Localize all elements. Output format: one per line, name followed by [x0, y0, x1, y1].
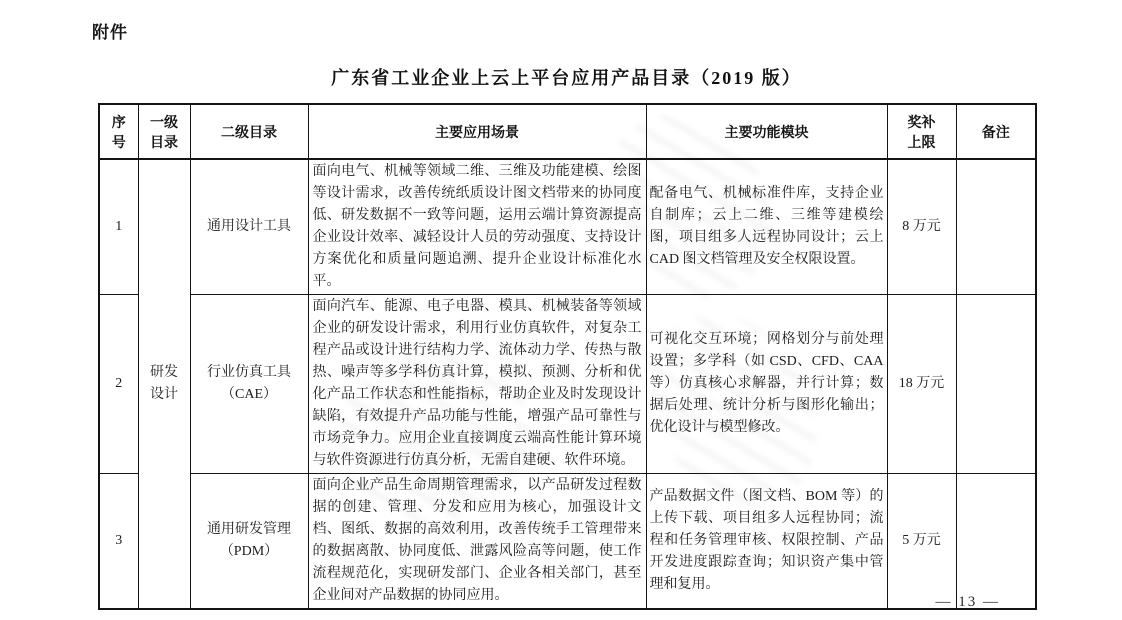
row1-modules: 配备电气、机械标准件库，支持企业自制库；云上二维、三维等建模绘图，项目组多人远程协同设计；云上 CAD 图文档管理及安全权限设置。	[646, 159, 887, 295]
header-remark: 备注	[956, 104, 1036, 159]
row3-remark	[956, 474, 1036, 610]
table-row	[99, 159, 1036, 295]
row2-reward: 18 万元	[887, 295, 956, 474]
row1-level2: 通用设计工具	[190, 159, 308, 295]
header-seq: 序号	[99, 104, 138, 159]
table-row	[99, 295, 1036, 474]
row2-remark	[956, 295, 1036, 474]
row3-modules: 产品数据文件（图文档、BOM 等）的上传下载、项目组多人远程协同；流程和任务管理审核、权限控制、产品开发进度跟踪查询；知识资产集中管理和复用。	[646, 474, 887, 610]
row3-level2: 通用研发管理（PDM）	[190, 474, 308, 610]
page-number: — 13 —	[935, 594, 1000, 610]
header-modules: 主要功能模块	[646, 104, 887, 159]
table-header	[99, 104, 1036, 159]
page-title: 广东省工业企业上云上平台应用产品目录（2019 版）	[331, 68, 802, 88]
row2-seq: 2	[99, 295, 138, 474]
category-level1-cell: 研发设计	[138, 159, 190, 609]
table-row	[99, 474, 1036, 610]
row3-reward: 5 万元	[887, 474, 956, 610]
row1-remark	[956, 159, 1036, 295]
header-level2: 二级目录	[190, 104, 308, 159]
row1-reward: 8 万元	[887, 159, 956, 295]
row2-level2: 行业仿真工具（CAE）	[190, 295, 308, 474]
row1-scenario: 面向电气、机械等领域二维、三维及功能建模、绘图等设计需求，改善传统纸质设计图文档带来的协同度低、研发数据不一致等问题，运用云端计算资源提高企业设计效率、减轻设计人员的劳动强度、支持设计方案优化和质量问题追溯、提升企业设计标准化水平。	[308, 159, 646, 295]
row3-scenario: 面向企业产品生命周期管理需求，以产品研发过程数据的创建、管理、分发和应用为核心，加强设计文档、图纸、数据的高效利用，改善传统手工管理带来的数据离散、协同度低、泄露风险高等问题，使工作流程规范化，实现研发部门、企业各相关部门，甚至企业间对产品数据的协同应用。	[308, 474, 646, 610]
row3-seq: 3	[99, 474, 138, 610]
header-scenario: 主要应用场景	[308, 104, 646, 159]
row2-scenario: 面向汽车、能源、电子电器、模具、机械装备等领域企业的研发设计需求，利用行业仿真软件，对复杂工程产品或设计进行结构力学、流体动力学、传热与散热、噪声等多学科仿真计算，模拟、预测、分析和优化产品工作状态和性能指标，帮助企业及时发现设计缺陷，有效提升产品功能与性能，增强产品可靠性与市场竞争力。应用企业直接调度云端高性能计算环境与软件资源进行仿真分析，无需自建硬、软件环境。	[308, 295, 646, 474]
product-catalog-table	[98, 103, 1037, 610]
row1-seq: 1	[99, 159, 138, 295]
header-level1: 一级目录	[138, 104, 190, 159]
attachment-label: 附件	[92, 23, 128, 42]
header-reward: 奖补上限	[887, 104, 956, 159]
row2-modules: 可视化交互环境；网格划分与前处理设置；多学科（如 CSD、CFD、CAA 等）仿真核心求解器，并行计算；数据后处理、统计分析与图形化输出；优化设计与模型修改。	[646, 295, 887, 474]
